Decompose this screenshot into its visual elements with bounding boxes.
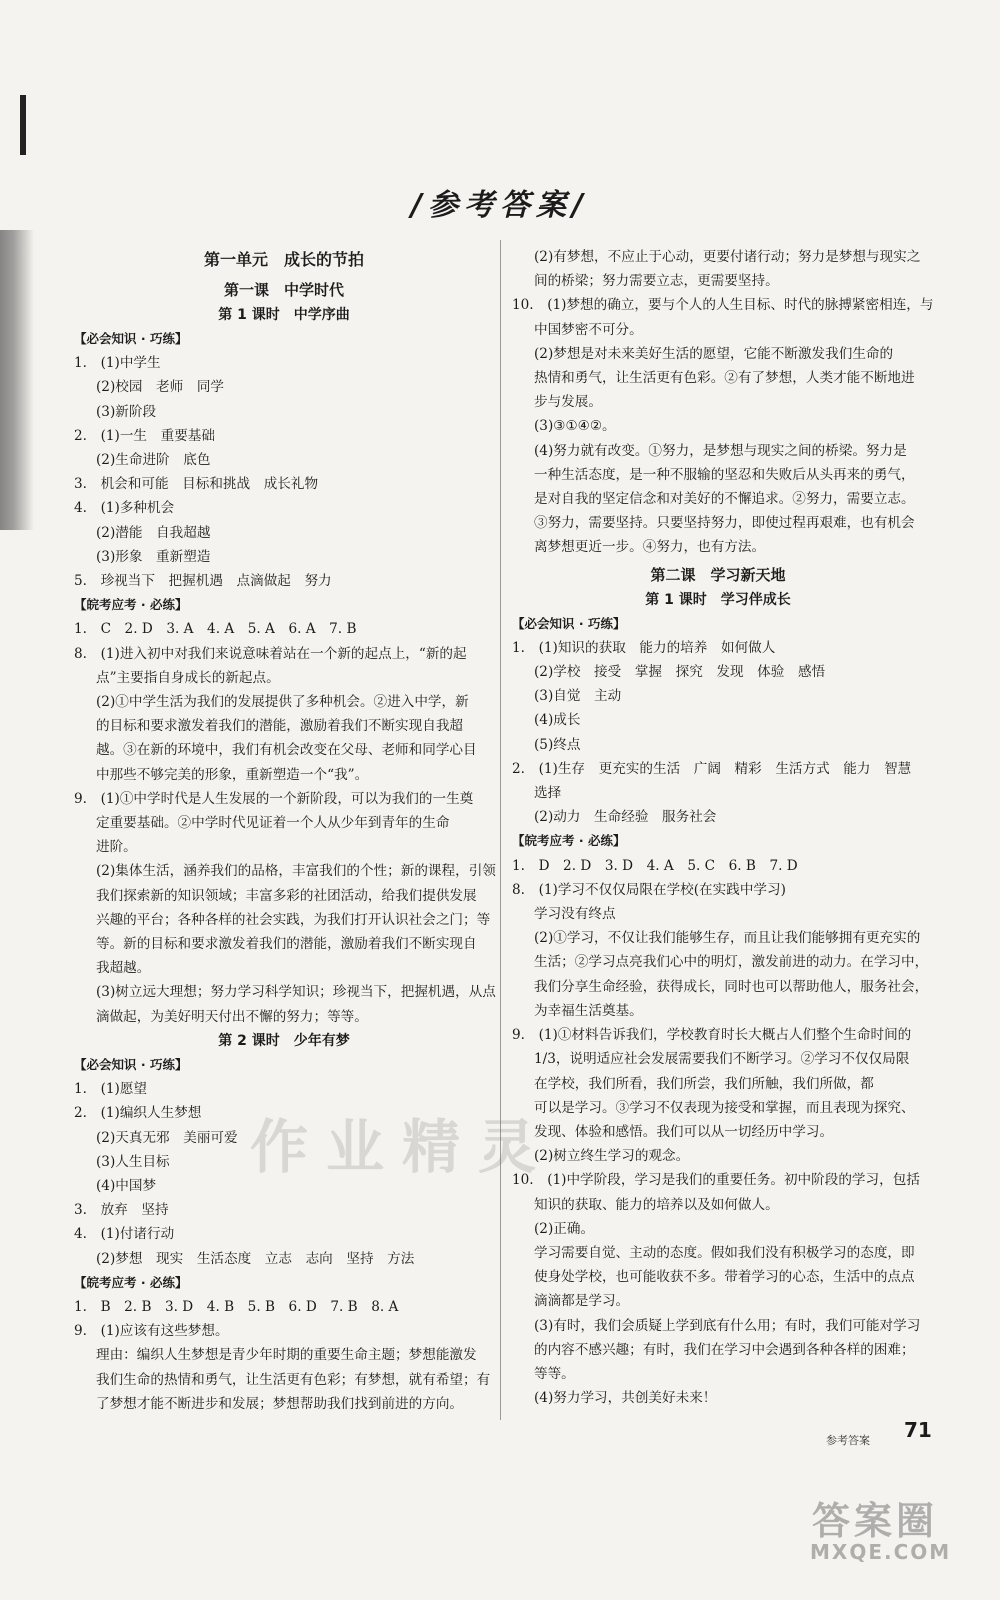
answer-line: 可以是学习。③学习不仅表现为接受和掌握，而且表现为探究、	[534, 1099, 915, 1116]
answer-line: (4)中国梦	[96, 1177, 157, 1194]
answer-line: 我们探索新的知识领域；丰富多彩的社团活动，给我们提供发展	[96, 887, 477, 904]
section-tag: 【必会知识 · 巧练】	[512, 615, 626, 631]
answer-line: 2. (1)一生 重要基础	[74, 427, 215, 444]
answer-line: 4. (1)多种机会	[74, 500, 175, 517]
answer-line: 知识的获取、能力的培养以及如何做人。	[534, 1196, 779, 1213]
lesson-heading: 第一课 中学时代	[223, 281, 344, 299]
answer-line: (2)有梦想，不应止于心动，更要付诸行动；努力是梦想与现实之	[534, 249, 921, 265]
answer-line: (2)①学习，不仅让我们能够生存，而且让我们能够拥有更充实的	[534, 930, 921, 947]
answer-line: 学习需要自觉、主动的态度。假如我们没有积极学习的态度，即	[534, 1244, 915, 1261]
answer-line: 5. 珍视当下 把握机遇 点滴做起 努力	[74, 573, 332, 590]
answer-line: 为幸福生活奠基。	[534, 1002, 643, 1019]
answer-list	[512, 636, 924, 830]
period-heading: 第 2 课时 少年有梦	[218, 1032, 350, 1049]
answer-line: 等等。	[534, 1365, 575, 1382]
answer-line: 兴趣的平台；各种各样的社会实践，为我们打开认识社会之门；等	[96, 911, 491, 928]
answer-line: 是对自我的坚定信念和对美好的不懈追求。②努力，需要立志。	[534, 491, 915, 508]
answer-line: 滴做起，为美好明天付出不懈的努力；等等。	[96, 1008, 368, 1025]
section-tag: 【皖考应考 · 必练】	[74, 1274, 188, 1290]
answer-line: 9. (1)应该有这些梦想。	[74, 1323, 229, 1340]
answer-line: (3)有时，我们会质疑上学到底有什么用；有时，我们可能对学习	[534, 1317, 921, 1334]
answer-line: (2)校园 老师 同学	[96, 379, 225, 396]
answer-list	[74, 1077, 494, 1271]
answer-line: (2)生命进阶 底色	[96, 452, 211, 469]
answer-line: 学习没有终点	[534, 906, 616, 923]
answer-line: 1. D 2. D 3. D 4. A 5. C 6. B 7. D	[512, 857, 798, 874]
watermark-corner-logo: 答案圈	[812, 1499, 939, 1543]
right-column	[512, 245, 934, 1410]
answer-line: 定重要基础。②中学时代见证着一个人从少年到青年的生命	[96, 815, 450, 832]
answer-line: (3)自觉 主动	[534, 688, 622, 705]
answer-line: 3. 放弃 坚持	[74, 1202, 169, 1219]
answer-line: 10. (1)梦想的确立，要与个人的人生目标、时代的脉搏紧密相连，与	[512, 297, 934, 314]
period-heading: 第 1 课时 中学序曲	[218, 307, 350, 323]
binding-shadow	[0, 230, 34, 530]
answer-line: (4)成长	[534, 712, 581, 729]
answer-line: 我超越。	[96, 960, 151, 977]
page-number: 71	[904, 1418, 932, 1442]
lesson-heading: 第二课 学习新天地	[650, 565, 786, 584]
answer-line: 9. (1)①中学时代是人生发展的一个新阶段，可以为我们的一生奠	[74, 790, 474, 807]
answer-line: (2)树立终生学习的观念。	[534, 1148, 690, 1165]
answer-list	[512, 245, 934, 560]
answer-line: 10. (1)中学阶段，学习是我们的重要任务。初中阶段的学习，包括	[512, 1172, 920, 1189]
answer-list	[74, 1295, 494, 1416]
answer-line: 发现、体验和感悟。我们可以从一切经历中学习。	[534, 1123, 834, 1140]
answer-list	[74, 617, 494, 1028]
answer-line: (5)终点	[534, 736, 581, 753]
answer-line: 间的桥梁；努力需要立志，更需要坚持。	[534, 273, 779, 290]
answer-line: 4. (1)付诸行动	[74, 1226, 175, 1243]
answer-line: 越。③在新的环境中，我们有机会改变在父母、老师和同学心目	[96, 742, 477, 759]
answer-line: 热情和勇气，让生活更有色彩。②有了梦想，人类才能不断地进	[534, 370, 915, 387]
left-column	[74, 245, 494, 1416]
answer-line: (2)天真无邪 美丽可爱	[96, 1129, 238, 1146]
answer-line: (2)学校 接受 掌握 探究 发现 体验 感悟	[534, 664, 826, 681]
answer-line: (2)集体生活，涵养我们的品格，丰富我们的个性；新的课程，引领	[96, 863, 496, 880]
answer-line: 2. (1)生存 更充实的生活 广阔 精彩 生活方式 能力 智慧	[512, 760, 912, 777]
binding-mark	[20, 95, 26, 155]
answer-line: 我们分享生命经验，获得成长，同时也可以帮助他人，服务社会，	[534, 978, 929, 995]
answer-line: 离梦想更近一步。④努力，也有方法。	[534, 539, 766, 556]
section-tag: 【皖考应考 · 必练】	[512, 833, 626, 849]
answer-line: (2)动力 生命经验 服务社会	[534, 809, 717, 826]
answer-list	[512, 854, 929, 1411]
answer-line: (3)树立远大理想；努力学习科学知识；珍视当下，把握机遇，从点	[96, 984, 496, 1001]
answer-line: 的目标和要求激发着我们的潜能，激励着我们不断实现自我超	[96, 718, 464, 735]
watermark-corner-url: MXQE.COM	[810, 1540, 952, 1564]
section-tag: 【必会知识 · 巧练】	[74, 331, 188, 346]
answer-line: 1. (1)愿望	[74, 1081, 148, 1098]
answer-line: (2)梦想是对未来美好生活的愿望，它能不断激发我们生命的	[534, 345, 894, 362]
footer-label: 参考答案	[826, 1434, 870, 1447]
answer-line: 在学校，我们所看，我们所尝，我们所触，我们所做，都	[534, 1075, 874, 1092]
watermark-center: 作业精灵	[250, 1113, 555, 1181]
answer-line: 步与发展。	[534, 394, 602, 411]
answer-line: 进阶。	[96, 839, 137, 856]
answer-line: 9. (1)①材料告诉我们，学校教育时长大概占人们整个生命时间的	[512, 1027, 912, 1044]
page-title: /参考答案/	[411, 188, 589, 223]
answer-line: 8. (1)学习不仅仅局限在学校(在实践中学习)	[512, 881, 786, 898]
answer-line: 生活；②学习点亮我们心中的明灯，激发前进的动力。在学习中，	[534, 954, 929, 971]
answer-line: 3. 机会和可能 目标和挑战 成长礼物	[74, 476, 319, 493]
unit-heading: 第一单元 成长的节拍	[203, 250, 364, 269]
answer-line: (2)①中学生活为我们的发展提供了多种机会。②进入中学，新	[96, 694, 469, 711]
section-tag: 【皖考应考 · 必练】	[74, 597, 188, 613]
answer-line: (3)③①④②。	[534, 418, 616, 435]
answer-line: 1. (1)知识的获取 能力的培养 如何做人	[512, 639, 776, 656]
answer-line: 的内容不感兴趣；有时，我们在学习中会遇到各种各样的困难；	[534, 1341, 915, 1358]
answer-line: 1. (1)中学生	[74, 355, 161, 372]
answer-line: 中那些不够完美的形象，重新塑造一个“我”。	[96, 766, 369, 783]
answer-line: 2. (1)编织人生梦想	[74, 1105, 202, 1122]
answer-line: (2)正确。	[534, 1220, 595, 1237]
answer-line: (2)潜能 自我超越	[96, 524, 211, 541]
answer-line: 选择	[534, 785, 562, 802]
answer-line: 等。新的目标和要求激发着我们的潜能，激励着我们不断实现自	[96, 936, 477, 953]
answer-line: 滴滴都是学习。	[534, 1293, 630, 1310]
answer-line: (4)努力学习，共创美好未来！	[534, 1390, 717, 1407]
answer-line: 我们生命的热情和勇气，让生活更有色彩；有梦想，就有希望；有	[96, 1371, 491, 1388]
answer-list	[74, 351, 494, 593]
answer-line: 1. C 2. D 3. A 4. A 5. A 6. A 7. B	[74, 621, 357, 638]
answer-line: 使身处学校，也可能收获不多。带着学习的心态，生活中的点点	[534, 1269, 915, 1286]
answer-line: 了梦想才能不断进步和发展；梦想帮助我们找到前进的方向。	[96, 1395, 464, 1412]
column-divider	[500, 240, 501, 1420]
answer-line: (3)新阶段	[96, 403, 157, 420]
answer-line: (3)形象 重新塑造	[96, 548, 211, 565]
section-tag: 【必会知识 · 巧练】	[74, 1056, 188, 1072]
answer-line: (2)梦想 现实 生活态度 立志 志向 坚持 方法	[96, 1250, 415, 1267]
answer-line: 1/3，说明适应社会发展需要我们不断学习。②学习不仅仅局限	[534, 1051, 910, 1068]
answer-line: (4)努力就有改变。①努力，是梦想与现实之间的桥梁。努力是	[534, 442, 907, 459]
answer-line: 点”主要指自身成长的新起点。	[96, 669, 280, 686]
answer-line: 一种生活态度，是一种不服输的坚忍和失败后从头再来的勇气，	[534, 466, 915, 483]
answer-line: 8. (1)进入初中对我们来说意味着站在一个新的起点上，“新的起	[74, 645, 467, 662]
answer-line: ③努力，需要坚持。只要坚持努力，即使过程再艰难，也有机会	[534, 515, 915, 532]
period-heading: 第 1 课时 学习伴成长	[645, 591, 791, 608]
answer-line: 1. B 2. B 3. D 4. B 5. B 6. D 7. B 8. A	[74, 1298, 399, 1315]
answer-line: 中国梦密不可分。	[534, 321, 643, 338]
answer-line: 理由：编织人生梦想是青少年时期的重要生命主题；梦想能激发	[96, 1347, 477, 1364]
answer-line: (3)人生目标	[96, 1153, 170, 1170]
